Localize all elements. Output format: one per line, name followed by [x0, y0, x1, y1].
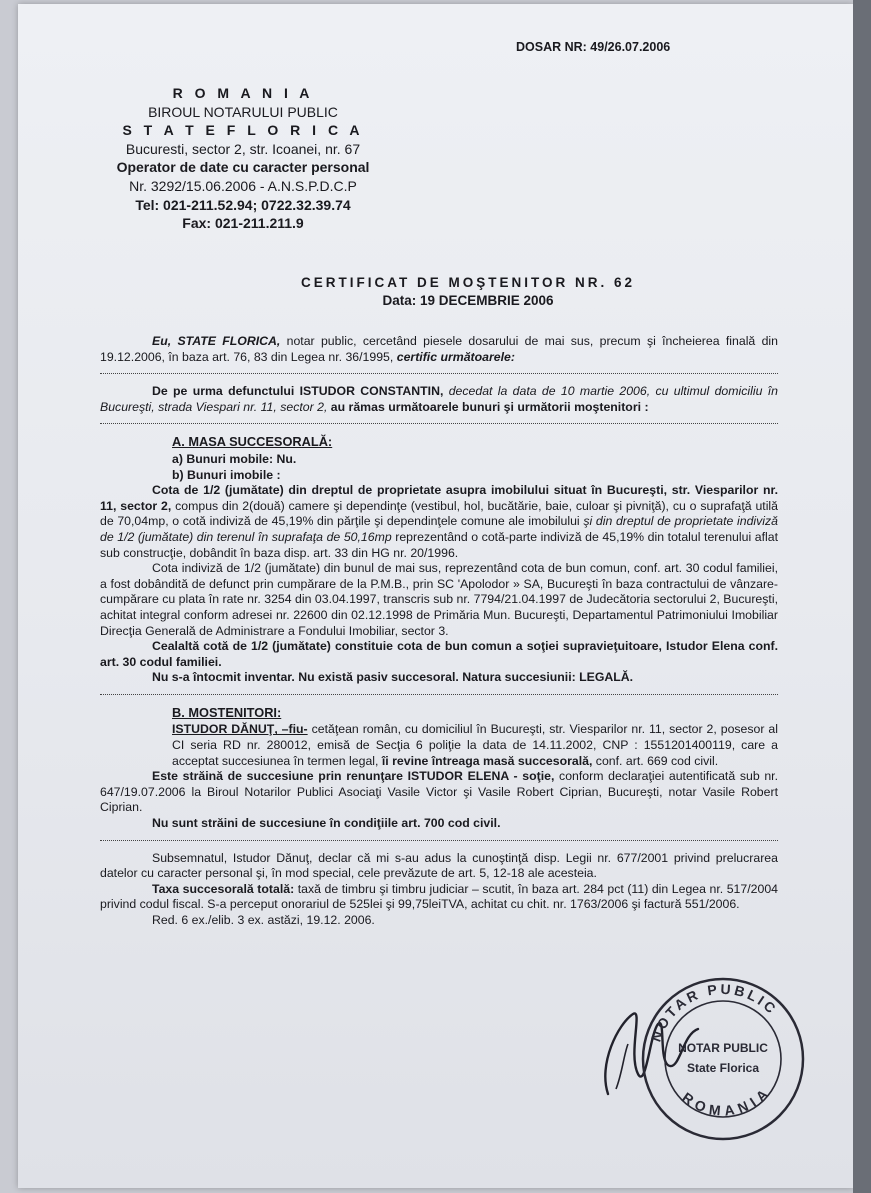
heir-paragraph: [172, 722, 778, 769]
header-country: R O M A N I A: [172, 85, 314, 101]
header-registration: Nr. 3292/15.06.2006 - A.N.S.P.D.C.P: [129, 177, 357, 194]
svg-text:ROMANIA: [679, 1083, 774, 1119]
header-address: Bucuresti, sector 2, str. Icoanei, nr. 67: [125, 140, 361, 157]
real-estate-assets: b) Bunuri imobile :: [172, 467, 281, 482]
dotted-divider: [100, 688, 778, 695]
dossier-number: DOSAR NR: 49/26.07.2006: [516, 40, 671, 54]
document-page: [18, 4, 853, 1188]
tax-label: Taxa succesorală totală:: [152, 881, 295, 896]
dotted-divider: [100, 367, 778, 374]
stamp-ring-top: NOTAR PUBLIC: [647, 980, 781, 1044]
header-tel: Tel: 021-211.52.94; 0722.32.39.74: [135, 196, 351, 213]
deceased-tail: au rămas următoarele bunuri şi următorii moştenitori :: [327, 399, 649, 414]
notary-header: [78, 84, 408, 233]
consent-paragraph: Subsemnatul, Istudor Dănuţ, declar că mi s-au adus la cunoştinţă disp. Legii nr. 677/2001 privind prelucrarea datelor cu caracter personal şi, în mod special, cele prevăzute de art. 5, 12-18 ale acesteia.: [100, 850, 778, 881]
acquisition-paragraph: Cota indiviză de 1/2 (jumătate) din bunul de mai sus, reprezentând cota de bun comun, conf. art. 30 codul familiei, a fost dobândită de defunct prin cumpărare de la P.M.B., prin SC 'Apolodor » SA, Bucureşti în baza contractului de vânzare-cumpărare cu plata în rate nr. 3254 din 03.04.1997, transcris sub nr. 7794/21.04.1997 de Judecătoria sectorului 2, Bucureşti, achitat integral conform adresei nr. 22600 din 02.12.1998 de Primăria Mun. Bucureşti, Departamentul Patrimoniului Imobiliar Direcţia Generală de Administrare a Fondului Imobiliar, sector 3.: [100, 561, 778, 638]
renunciation-text: conform declaraţiei autentificată sub nr. 647/19.07.2006 la Biroul Notarilor Publici Asociaţi Vasile Victor şi Vasile Robert Ciprian, Bucureşti, notar Vasile Robert Ciprian.: [100, 769, 778, 815]
header-operator: Operator de date cu caracter personal: [116, 159, 370, 176]
renunciation-bold: Este străină de succesiune prin renunţare ISTUDOR ELENA - soţie,: [152, 769, 555, 784]
property-end: reprezentând o cotă-parte indiviză de 45,19% din totalul terenului aflat sub construcţie, dobândit în baza disp. art. 33 din HG nr. 20/1996.: [100, 529, 778, 560]
stamp-center-top: NOTAR PUBLIC: [678, 1041, 768, 1055]
dotted-divider: [100, 417, 778, 424]
header-fax: Fax: 021-211.211.9: [182, 215, 304, 232]
notary-stamp-icon: [638, 974, 808, 1144]
intro-paragraph: [100, 334, 778, 365]
deceased-details: decedat la data de 10 martie 2006, cu ultimul domiciliu în Bucureşti, strada Viespari nr. 11, sector 2,: [100, 384, 778, 414]
intro-text: notar public, cercetând piesele dosarului de mai sus, precum şi încheierea finală din 19.12.2006, în baza art. 76, 83 din Legea nr. 36/1995,: [100, 334, 778, 364]
tax-paragraph: [100, 882, 778, 913]
section-b-heading: B. MOSTENITORI:: [172, 704, 282, 720]
property-paragraph: [100, 483, 778, 561]
header-office: BIROUL NOTARULUI PUBLIC: [148, 103, 338, 120]
deceased-name: De pe urma defunctului ISTUDOR CONSTANTIN,: [152, 384, 444, 399]
property-rest: compus din 2(două) camere şi dependinţe (vestibul, hol, bucătărie, baie, culoar şi pivniţă), cu o suprafaţă utilă de 70,04mp, o cotă indiviză de 45,19% din părţile şi dependinţele comune ale imobilului: [100, 498, 778, 529]
intro-lead: Eu, STATE FLORICA,: [152, 334, 281, 348]
property-italic: şi din dreptul de proprietate indiviză de 1/2 (jumătate) din terenul în suprafaţa de 50,16mp: [100, 514, 779, 544]
heir-text: cetăţean român, cu domiciliul în Bucureşti, str. Viesparilor nr. 11, sector 2, posesor al CI seria RD nr. 280012, emisă de Secţia 6 poliţie la data de 14.11.2002, CNP : 1551201400119, care a acceptat succesiunea în termen legal,: [172, 722, 778, 768]
certificate-title: CERTIFICAT DE MOŞTENITOR NR. 62: [300, 275, 636, 290]
heir-end: conf. art. 669 cod civil.: [592, 753, 719, 768]
tax-text: taxă de timbru şi timbru judiciar – scutit, în baza art. 284 pct (11) din Legea nr. 517/2004 privind codul fiscal. S-a perceput onorariul de 525lei şi 99,75leiTVA, achitat cu chit. nr. 1763/2006 şi factură 551/2006.: [100, 881, 779, 912]
renunciation-paragraph: [100, 769, 778, 816]
heir-name: ISTUDOR DĂNUŢ, –fiu-: [172, 722, 308, 737]
stamp-ring-bottom: ROMANIA: [679, 1082, 775, 1119]
copies-line: Red. 6 ex./elib. 3 ex. astăzi, 19.12. 2006.: [152, 913, 375, 927]
spouse-share-paragraph: Cealaltă cotă de 1/2 (jumătate) constituie cota de bun comun a soţiei supravieţuitoare, Istudor Elena conf. art. 30 codul familiei.: [100, 639, 778, 669]
svg-text:NOTAR PUBLIC: [648, 981, 781, 1044]
deceased-paragraph: [100, 384, 778, 415]
no-strangers-paragraph: Nu sunt străini de succesiune în condiţiile art. 700 cod civil.: [152, 816, 501, 831]
header-notary: S T A T E F L O R I C A: [122, 122, 364, 139]
background-edge: [853, 0, 871, 1193]
mobile-assets: a) Bunuri mobile: Nu.: [172, 451, 297, 466]
section-a-heading: A. MASA SUCCESORALĂ:: [172, 434, 333, 450]
inventory-paragraph: Nu s-a întocmit inventar. Nu există pasiv succesoral. Natura succesiunii: LEGALĂ.: [152, 670, 634, 685]
stamp-center-name: State Florica: [686, 1061, 760, 1075]
certificate-title-block: [188, 274, 748, 310]
intro-tail: certific următoarele:: [396, 349, 515, 364]
document-body: [100, 334, 778, 929]
property-bold: Cota de 1/2 (jumătate) din dreptul de proprietate asupra imobilului situat în Bucureşti, str. Viesparilor nr. 11, sector 2,: [100, 483, 778, 513]
certificate-date: Data: 19 DECEMBRIE 2006: [382, 293, 554, 308]
dotted-divider: [100, 834, 778, 841]
heir-bold: îi revine întreaga masă succesorală,: [381, 753, 593, 768]
